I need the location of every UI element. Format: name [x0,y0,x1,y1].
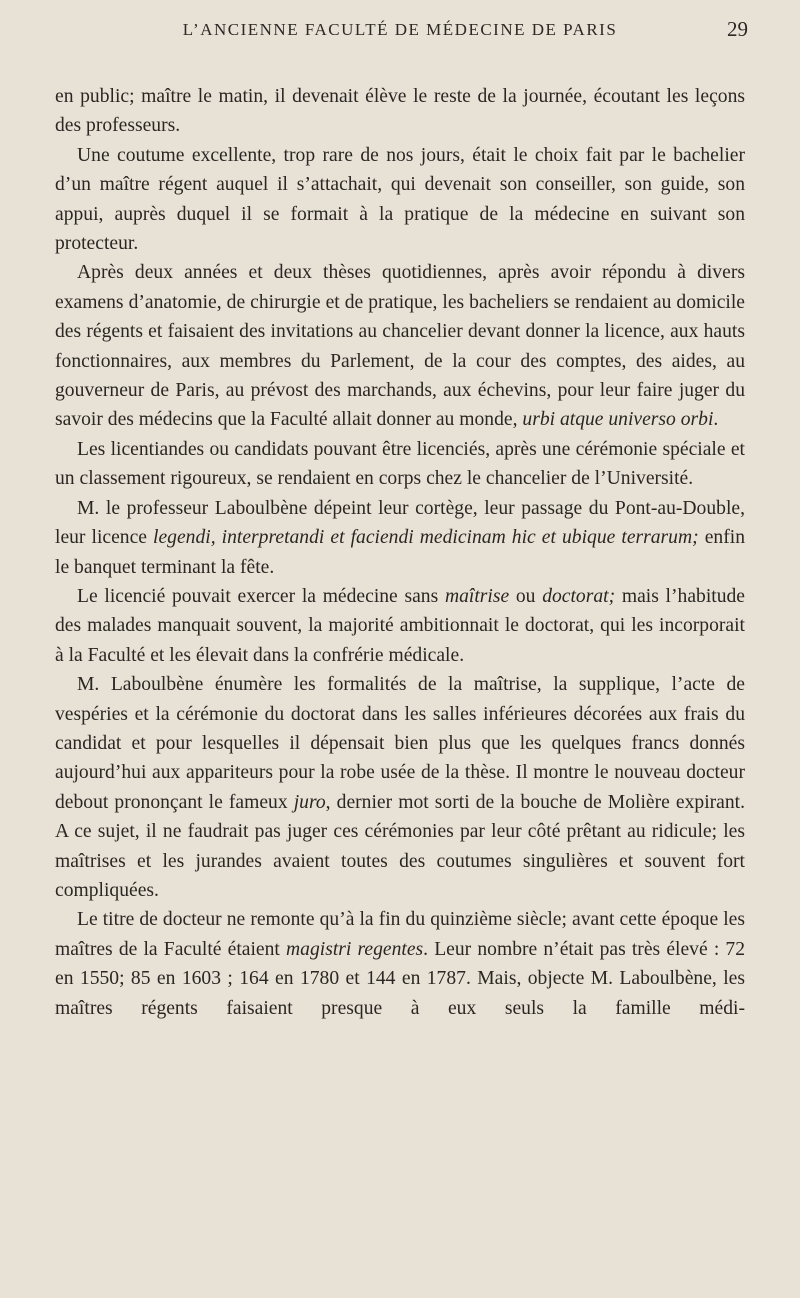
text-run: ou [509,585,543,607]
text-run: Une coutume excellente, trop rare de nos jours, était le choix fait par le bachelier d’un maître régent auquel il s’attachait, qui devenait son conseiller, son guide, son appui, auprès duquel il se formait à la pratique de la médecine en suivant son protecteur. [55,144,745,255]
text-run: enfin le banquet terminant la fête. [55,527,745,578]
running-header: L’ANCIENNE FACULTÉ DE MÉDECINE DE PARIS [182,20,618,39]
paragraph [55,258,745,434]
paragraph [55,905,745,1023]
text-run: Le licencié pouvait exercer la médecine sans [77,585,445,607]
italic-text: juro [293,791,326,813]
text-run: . Leur nombre n’était pas très élevé : 72 en 1550; 85 en 1603 ; 164 en 1780 et 144 en 1787. Mais, objecte M. Laboulbène, les maîtres régents faisaient presque à eux seuls la famille médi- [55,938,746,1019]
text-run: . [713,409,719,431]
italic-text: legendi, interpretandi et faciendi medicinam hic et ubique terrarum; [153,527,699,549]
text-run: M. le professeur Laboulbène dépeint leur cortège, leur passage du Pont-au-Double, leur licence [55,497,745,549]
italic-text: magistri regentes [286,938,424,960]
paragraph [55,494,745,582]
text-run: , dernier mot sorti de la bouche de Molière expirant. A ce sujet, il ne faudrait pas juger ces cérémonies par leur côté prêtant au ridicule; les maîtrises et les jurandes avaient toutes des coutumes singulières et souvent fort compliquées. [55,791,745,901]
body-text [55,82,745,1023]
page-number: 29 [727,17,748,41]
text-run: Les licentiandes ou candidats pouvant être licenciés, après une cérémonie spéciale et un classement rigoureux, se rendaient en corps chez le chancelier de l’Université. [55,438,745,490]
text-run: mais l’habitude des malades manquait souvent, la majorité ambitionnait le doctorat, qui les incorporait à la Faculté et les élevait dans la confrérie médicale. [55,585,745,666]
italic-text: doctorat; [542,585,616,607]
paragraph [55,82,745,141]
text-run: Le titre de docteur ne remonte qu’à la fin du quinzième siècle; avant cette époque les maîtres de la Faculté étaient [55,909,745,960]
paragraph [55,435,745,494]
text-run: Après deux années et deux thèses quotidiennes, après avoir répondu à divers examens d’anatomie, de chirurgie et de pratique, les bacheliers se rendaient au domicile des régents et faisaient des invitations au chancelier devant donner la licence, aux hauts fonctionnaires, aux membres du Parlement, de la cour des comptes, des aides, au gouverneur de Paris, au prévost des marchands, aux échevins, pour leur faire juger du savoir des médecins que la Faculté allait donner au monde, [55,262,745,431]
paragraph [55,670,745,905]
text-run: M. Laboulbène énumère les formalités de la maîtrise, la supplique, l’acte de vespéries et la cérémonie du doctorat dans les salles inférieures décorées aux frais du candidat et pour lesquelles il dépensait bien plus que les quelques francs donnés aujourd’hui aux appariteurs pour la robe usée de la thèse. Il montre le nouveau docteur debout prononçant le fameux [55,674,745,813]
italic-text: maîtrise [444,585,510,607]
text-run: en public; maître le matin, il devenait élève le reste de la journée, écoutant les leçons des professeurs. [55,86,745,137]
paragraph [55,582,745,670]
paragraph [55,141,745,259]
italic-text: urbi atque universo orbi [522,409,714,431]
